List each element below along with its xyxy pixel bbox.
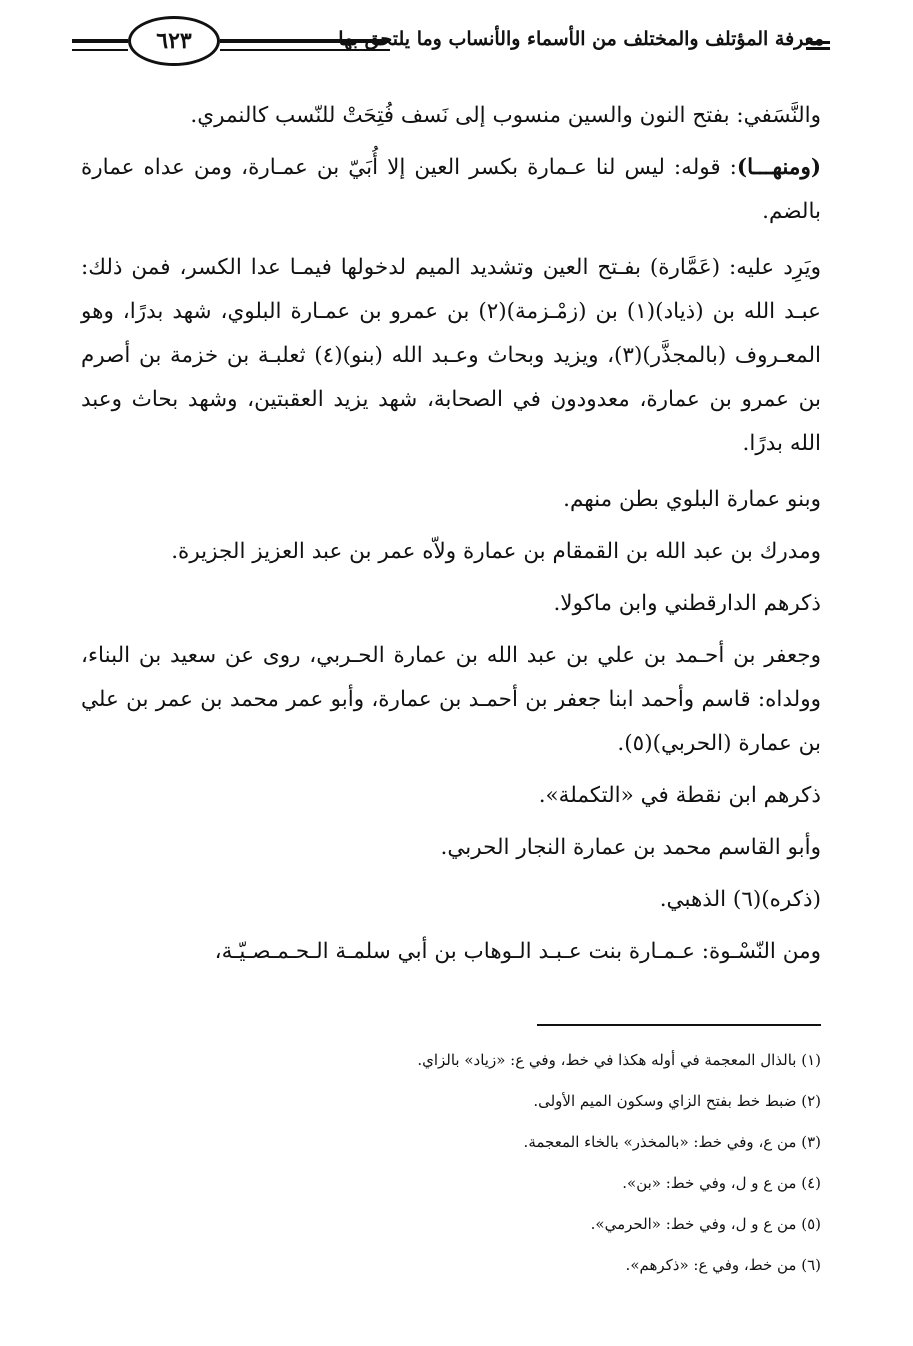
paragraph-text: وجعفر بن أحـمد بن علي بن عبد الله بن عمارة الحـربي، روى عن سعيد بن البناء، وولداه: قاسم وأحمد ابنا جعفر بن أحمـد بن عمارة، وأبو عمر محمد بن عمر بن علي بن عمارة (الحربي)(٥). <box>81 643 821 756</box>
paragraph-text: وأبو القاسم محمد بن عمارة النجار الحربي. <box>440 835 821 860</box>
paragraph <box>81 478 821 522</box>
page-number: ٦٢٣ <box>128 16 220 66</box>
footnote: (٢) ضبط خط بفتح الزاي وسكون الميم الأولى. <box>533 1092 821 1110</box>
paragraph-text: والنَّسَفي: بفتح النون والسين منسوب إلى نَسف فُتِحَتْ للنّسب كالنمري. <box>190 103 821 128</box>
footnote: (٤) من ع و ل، وفي خط: «بن». <box>622 1174 821 1192</box>
paragraph <box>81 530 821 574</box>
paragraph <box>81 774 821 818</box>
paragraph-text: وبنو عمارة البلوي بطن منهم. <box>563 487 821 512</box>
footnote: (٦) من خط، وفي ع: «ذكرهم». <box>625 1256 821 1274</box>
page-header <box>72 14 824 70</box>
paragraph-text: ذكرهم ابن نقطة في «التكملة». <box>538 783 821 808</box>
paragraph <box>81 146 821 234</box>
header-rule-left <box>72 39 128 51</box>
header-rule-middle <box>220 39 390 51</box>
paragraph <box>81 930 821 974</box>
paragraph-text: ومن النّسْـوة: عـمـارة بنت عـبـد الـوهاب بن أبي سلمـة الـحـمـصـيّـة، <box>214 939 821 964</box>
paragraph <box>81 634 821 766</box>
footnote: (٣) من ع، وفي خط: «بالمخذر» بالخاء المعجمة. <box>523 1133 821 1151</box>
paragraph-text: ذكرهم الدارقطني وابن ماكولا. <box>553 591 821 616</box>
running-title: معرفة المؤتلف والمختلف من الأسماء والأنساب وما يلتحق بها <box>338 28 824 50</box>
paragraph-text: (ذكره)(٦) الذهبي. <box>659 887 821 912</box>
paragraph-text: : قوله: ليس لنا عـمارة بكسر العين إلا أُبَيّ بن عمـارة، ومن عداه عمارة بالضم. <box>81 155 821 224</box>
paragraph-lead: (ومنهـــا) <box>736 155 821 180</box>
paragraph <box>81 94 821 138</box>
footnote: (٥) من ع و ل، وفي خط: «الحرمي». <box>590 1215 821 1233</box>
paragraph <box>81 826 821 870</box>
footnotes <box>81 1040 821 1286</box>
paragraph-text: ومدرك بن عبد الله بن القمقام بن عمارة ولاّه عمر بن عبد العزيز الجزيرة. <box>171 539 821 564</box>
footnote-separator <box>537 1024 821 1026</box>
paragraph <box>81 582 821 626</box>
paragraph <box>81 246 821 466</box>
paragraph-text: ويَرِد عليه: (عَمَّارة) بفـتح العين وتشديد الميم لدخولها فيمـا عدا الكسر، فمن ذلك: عبـد الله بن (ذياد)(١) بن (زمْـزمة)(٢) بن عمرو بن عمـارة البلوي، شهد بدرًا، وهو المعـروف (بالمجذَّر)(٣)، ويزيد وبحاث وعـبد الله (بنو)(٤) ثعلبـة بن خزمة بن أصرم بن عمرو بن عمارة، معدودون في الصحابة، شهد يزيد العقبتين، وشهد بحاث وعبد الله بدرًا. <box>81 255 821 456</box>
header-rule-right <box>806 41 830 50</box>
main-text <box>81 94 821 982</box>
paragraph <box>81 878 821 922</box>
footnote: (١) بالذال المعجمة في أوله هكذا في خط، وفي ع: «زياد» بالزاي. <box>417 1051 821 1069</box>
